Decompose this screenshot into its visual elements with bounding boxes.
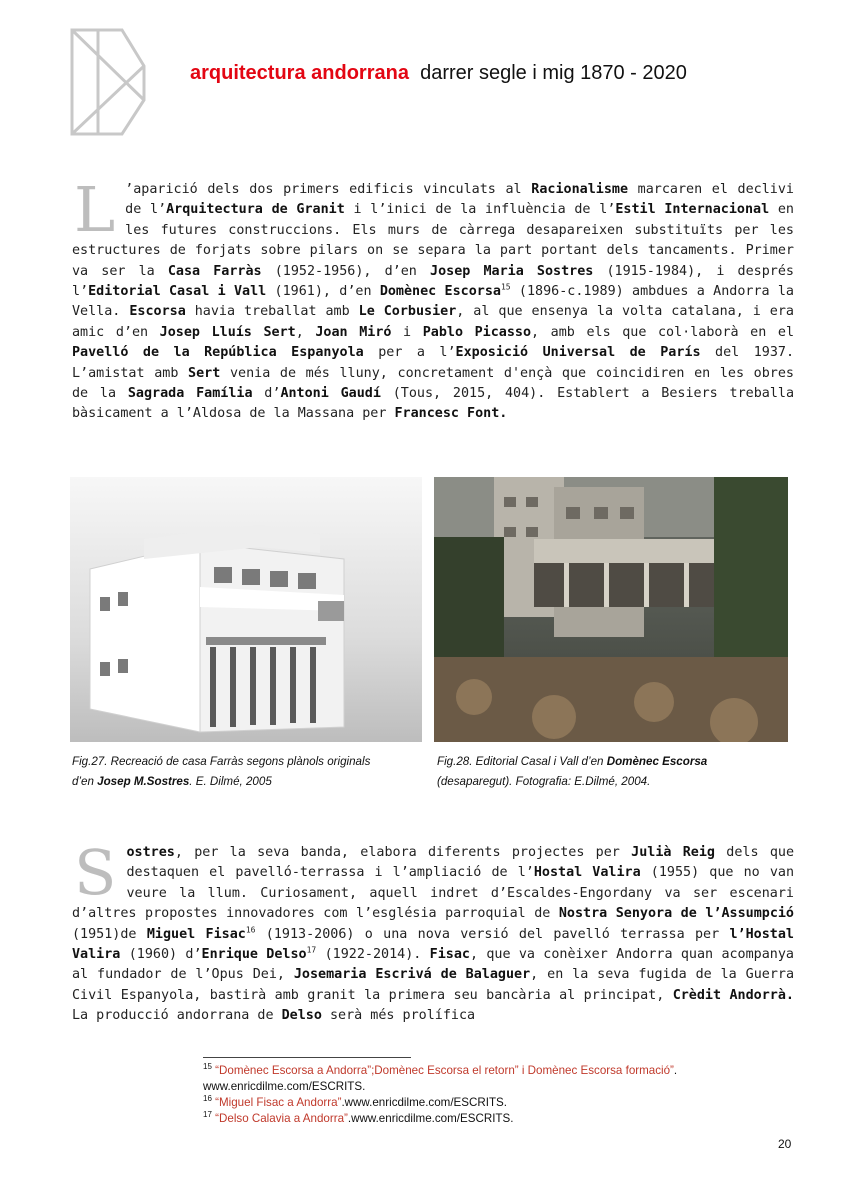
figure-27-caption — [72, 752, 412, 792]
bold-term: l’Hostal Valira — [72, 926, 794, 963]
bold-term: Arquitectura de Granit — [166, 202, 345, 218]
text-run: (1915-1984), i després l’ — [72, 263, 794, 300]
text-run: serà més prolífica — [321, 1008, 476, 1024]
footnote-divider — [203, 1057, 411, 1058]
footnotes — [203, 1063, 803, 1127]
text-run: La producció andorrana de — [72, 1008, 282, 1024]
footnote-number: 17 — [203, 1110, 212, 1120]
text-run: havia treballat amb — [185, 304, 359, 320]
bold-term: Escorsa — [129, 304, 186, 320]
footnote-15 — [203, 1063, 803, 1079]
footnote-link-text[interactable]: “Delso Calavia a Andorra” — [215, 1112, 348, 1125]
header-title-rest: darrer segle i mig 1870 - 2020 — [420, 62, 687, 84]
fig27-caption-part-a: d’en — [72, 775, 98, 788]
bold-term: Casa Farràs — [167, 263, 262, 279]
text-run: , que va conèixer Andorra quan acompanya al fundador de l’Opus Dei, — [72, 947, 794, 983]
text-run: venia de més lluny, concretament d'ençà que coincidiren en les obres de la — [72, 365, 794, 402]
bold-term: Josep Lluís Sert — [159, 324, 296, 340]
text-run: , en la seva fugida de la Guerra Civil Espanyola, bastirà amb granit la primera seu bancària al principat, — [72, 967, 795, 1003]
fig28-caption-part-a: Fig.28. Editorial Casal i Vall d’en — [437, 755, 607, 768]
text-run: (1951)de — [72, 926, 147, 942]
bold-term: Racionalisme — [531, 182, 629, 197]
text-run: i l’inici de la influència de l’ — [344, 202, 616, 218]
bold-term: Julià Reig — [631, 845, 715, 860]
footnote-ref: 17 — [306, 945, 317, 955]
text-run: , al que ensenya la volta catalana, i era amic d’en — [72, 304, 794, 340]
footnote-16 — [203, 1095, 803, 1111]
text-run: i — [391, 324, 423, 340]
drop-cap: S — [74, 836, 117, 909]
fig27-caption-line1: Fig.27. Recreació de casa Farràs segons plànols originals — [72, 755, 371, 768]
footnote-ref: 15 — [500, 282, 511, 292]
footnote-link-text[interactable]: “Domènec Escorsa a Andorra”;Domènec Escorsa el retorn” i Domènec Escorsa formació” — [215, 1064, 674, 1077]
fig28-caption-line2: (desaparegut). Fotografia: E.Dilmé, 2004. — [437, 775, 651, 788]
bold-term: Hostal Valira — [533, 865, 641, 881]
text-run: , — [295, 324, 316, 340]
bold-term: Josemaria Escrivá de Balaguer — [293, 967, 531, 983]
header-title-red: arquitectura andorrana — [190, 62, 409, 84]
bold-term: Delso — [281, 1008, 322, 1024]
drop-cap: L — [74, 173, 116, 246]
page-number: 20 — [778, 1137, 792, 1151]
paragraph-1 — [72, 173, 795, 425]
figure-28-image — [434, 477, 788, 742]
text-run: , amb els que col·laborà en el — [531, 324, 795, 340]
bold-term: Pablo Picasso — [422, 324, 532, 340]
bold-term: Estil Internacional — [615, 202, 770, 218]
text-run: (1896-c.1989) ambdues a Andorra la Vella. — [72, 284, 794, 320]
text-run: d’ — [252, 386, 281, 402]
text-run: (1955) que no van veure la llum. Curiosament, aquell indret d’Escaldes-Engordany va ser escenari d’altres propostes innovadores com l’església parroquial de — [72, 865, 794, 922]
bold-term: Fisac — [429, 947, 470, 963]
footnote-text: .www.enricdilme.com/ESCRITS. — [347, 1112, 514, 1125]
bold-term: Josep Maria Sostres — [430, 263, 594, 279]
text-run: , per la seva banda, elabora diferents projectes per — [174, 845, 632, 860]
text-run: (1961), d’en — [266, 284, 380, 300]
text-run: marcaren el declivi de l’ — [125, 182, 794, 218]
bold-term: Miguel Fisac — [146, 926, 246, 942]
page-header — [190, 62, 687, 85]
text-run: dels que destaquen el pavelló-terrassa i l’ampliació de l’ — [126, 845, 795, 881]
figure-27-image — [70, 477, 422, 742]
bold-term: Sert — [188, 365, 221, 381]
text-run: (1913-2006) o una nova versió del pavelló terrassa per — [255, 926, 730, 942]
bold-term: Exposició Universal de París — [455, 345, 701, 361]
bold-term: Enrique Delso — [201, 947, 307, 963]
text-run: (1952-1956), d’en — [261, 263, 431, 279]
figure-28-caption — [437, 752, 787, 792]
bold-term: Nostra Senyora de l’Assumpció — [558, 906, 794, 922]
paragraph-2 — [72, 836, 795, 1027]
text-run: per a l’ — [363, 345, 456, 361]
bold-term: Joan Miró — [315, 324, 392, 340]
fig27-caption-author: Josep M.Sostres — [97, 775, 190, 788]
bold-term: Francesc Font. — [394, 406, 508, 422]
logo-icon — [70, 28, 146, 136]
text-run: (1960) d’ — [120, 947, 202, 963]
text-run: del 1937. L’amistat amb — [72, 345, 795, 381]
bold-term: Le Corbusier — [358, 304, 457, 320]
text-run: (Tous, 2015, 404). Establert a Besiers treballa bàsicament a l’Aldosa de la Massana per — [72, 386, 795, 422]
footnote-17 — [203, 1111, 803, 1127]
footnote-number: 16 — [203, 1094, 212, 1104]
bold-term: Antoni Gaudí — [280, 386, 381, 402]
footnote-ref: 16 — [245, 925, 256, 935]
footnote-text: .www.enricdilme.com/ESCRITS. — [341, 1096, 508, 1109]
text-run: ’aparició dels dos primers edificis vinculats al — [125, 182, 532, 197]
fig28-caption-author: Domènec Escorsa — [606, 755, 708, 768]
bold-term: Domènec Escorsa — [379, 284, 501, 300]
footnote-text: . — [673, 1064, 678, 1077]
bold-term: Sagrada Família — [127, 386, 253, 402]
bold-term: Editorial Casal i Vall — [88, 284, 267, 300]
footnote-link-text[interactable]: “Miguel Fisac a Andorra” — [215, 1096, 342, 1109]
bold-term: Pavelló de la República Espanyola — [72, 345, 364, 361]
text-run: en les futures construccions. Els murs de càrrega desapareixen substituïts per les estructures de forjats sobre pilars on se separa la part portant dels tancaments. Primer va ser la — [72, 202, 794, 279]
bold-term: ostres — [126, 845, 175, 860]
fig27-caption-part-c: . E. Dilmé, 2005 — [189, 775, 272, 788]
footnote-number: 15 — [203, 1062, 212, 1072]
bold-term: Crèdit Andorrà. — [672, 987, 794, 1003]
footnote-15-url: www.enricdilme.com/ESCRITS. — [203, 1080, 366, 1093]
text-run: (1922-2014). — [316, 947, 430, 963]
